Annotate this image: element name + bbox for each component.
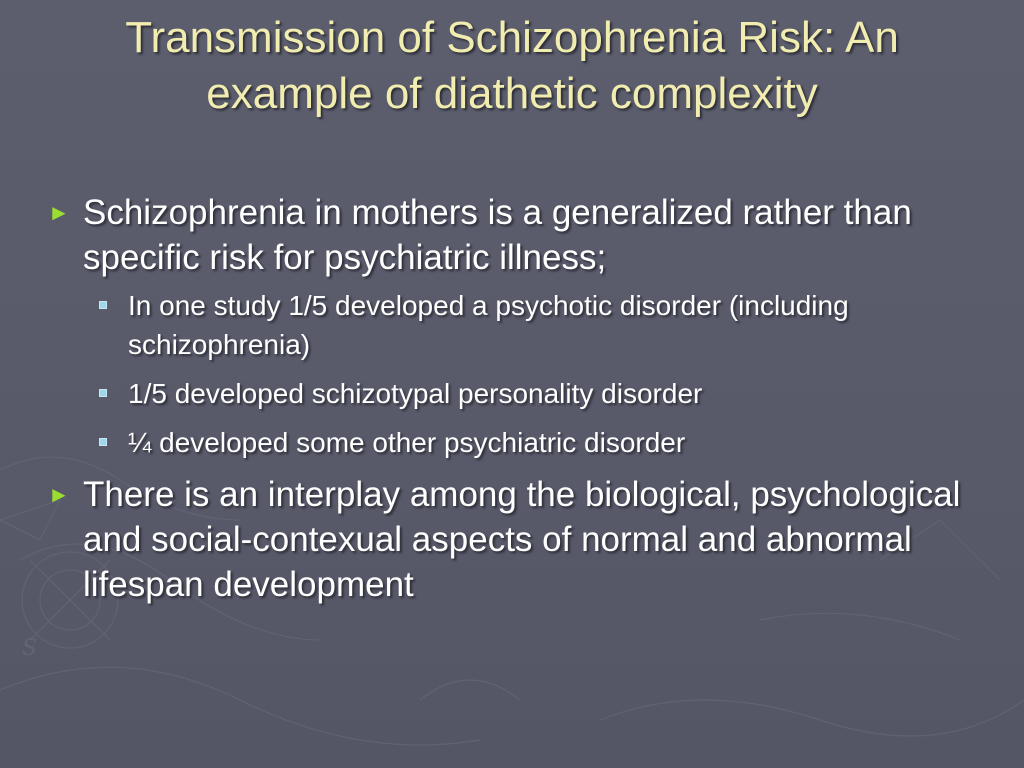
arrow-right-icon: ►: [48, 482, 70, 507]
slide-title: [40, 10, 984, 122]
arrow-right-icon: ►: [48, 200, 70, 225]
bullet-2-text: There is an interplay among the biological, psychological and social-contexual aspects of normal and abnormal lifespan development: [83, 475, 961, 604]
bullet-1-text: Schizophrenia in mothers is a generalized rather than specific risk for psychiatric illness;: [83, 193, 912, 277]
square-bullet-icon: [99, 301, 107, 309]
slide-body: [48, 190, 978, 613]
sub-bullet-2: [48, 374, 978, 413]
sub-bullet-1-text: In one study 1/5 developed a psychotic disorder (including schizophrenia): [128, 290, 849, 360]
sub-bullet-3-text: ¼ developed some other psychiatric disorder: [128, 427, 686, 458]
square-bullet-icon: [99, 438, 107, 446]
square-bullet-icon: [99, 389, 107, 397]
bullet-1-subitems: [48, 286, 978, 462]
title-line-2: example of diathetic complexity: [206, 69, 818, 118]
background-glyph-s: S: [22, 636, 38, 661]
title-line-1: Transmission of Schizophrenia Risk: An: [125, 13, 899, 62]
sub-bullet-2-text: 1/5 developed schizotypal personality disorder: [128, 378, 703, 409]
bullet-1: [48, 190, 978, 280]
sub-bullet-3: [48, 423, 978, 462]
bullet-2: [48, 472, 978, 607]
sub-bullet-1: [48, 286, 978, 364]
